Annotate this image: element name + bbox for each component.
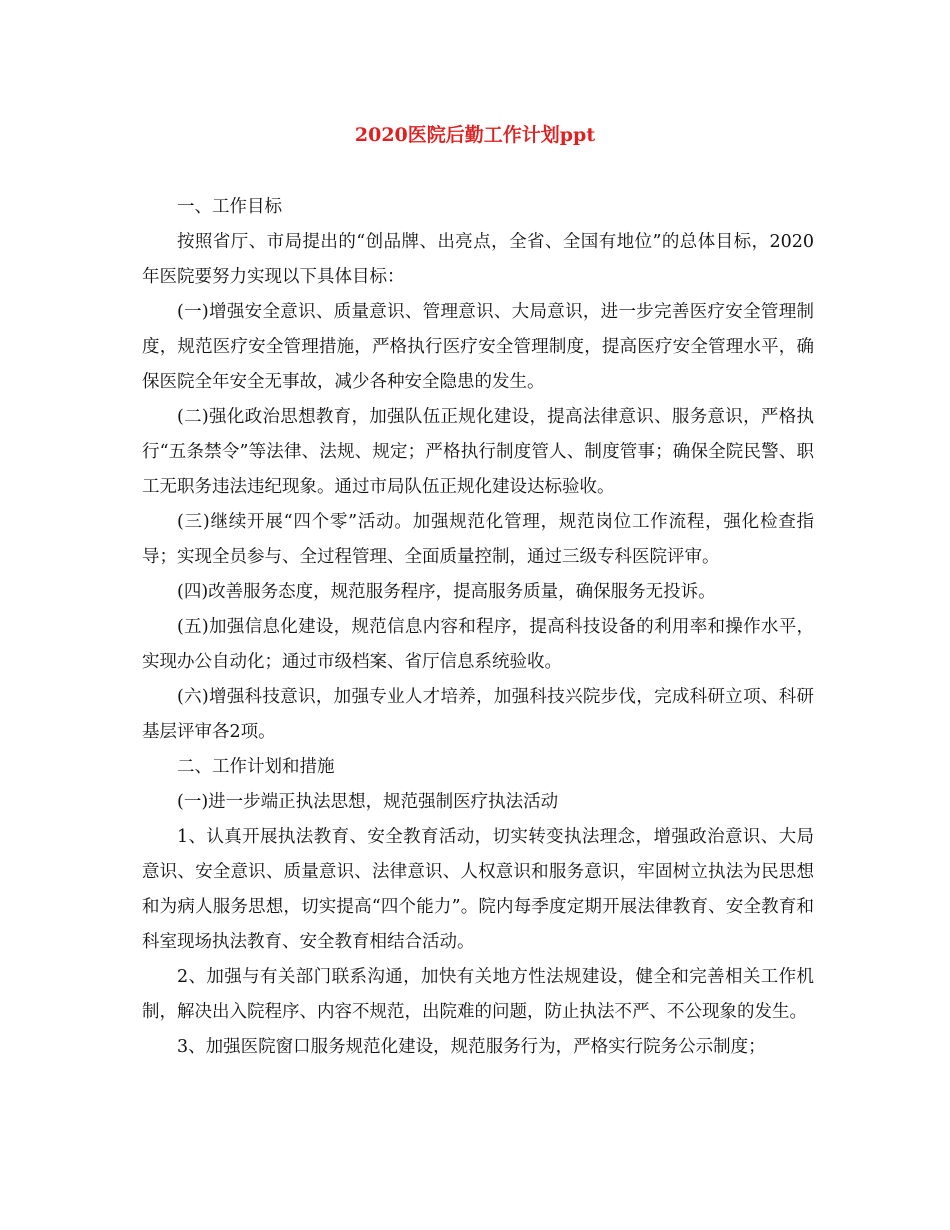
paragraph: (一)进一步端正执法思想，规范强制医疗执法活动 <box>177 792 559 812</box>
paragraph: (四)改善服务态度，规范服务程序，提高服务质量，确保服务无投诉。 <box>177 582 716 602</box>
section-heading-plans: 二、工作计划和措施 <box>177 757 335 777</box>
paragraph: (六)增强科技意识，加强专业人才培养，加强科技兴院步伐，完成科研立项、科研基层评审各2项。 <box>142 687 814 742</box>
paragraph: (五)加强信息化建设，规范信息内容和程序，提高科技设备的利用率和操作水平，实现办公自动化；通过市级档案、省厅信息系统验收。 <box>142 617 814 672</box>
paragraph: (一)增强安全意识、质量意识、管理意识、大局意识，进一步完善医疗安全管理制度，规范医疗安全管理措施，严格执行医疗安全管理制度，提高医疗安全管理水平，确保医院全年安全无事故，减少各种安全隐患的发生。 <box>142 302 814 392</box>
paragraph: 2、加强与有关部门联系沟通，加快有关地方性法规建设，健全和完善相关工作机制，解决出入院程序、内容不规范，出院难的问题，防止执法不严、不公现象的发生。 <box>142 967 814 1022</box>
paragraph: (二)强化政治思想教育，加强队伍正规化建设，提高法律意识、服务意识，严格执行“五条禁令”等法律、法规、规定；严格执行制度管人、制度管事；确保全院民警、职工无职务违法违纪现象。通过市局队伍正规化建设达标验收。 <box>142 407 814 497</box>
paragraph: (三)继续开展“四个零”活动。加强规范化管理，规范岗位工作流程，强化检查指导；实现全员参与、全过程管理、全面质量控制，通过三级专科医院评审。 <box>142 512 814 567</box>
document-body <box>142 190 814 1065</box>
paragraph: 1、认真开展执法教育、安全教育活动，切实转变执法理念，增强政治意识、大局意识、安全意识、质量意识、法律意识、人权意识和服务意识，牢固树立执法为民思想和为病人服务思想，切实提高“四个能力”。院内每季度定期开展法律教育、安全教育和科室现场执法教育、安全教育相结合活动。 <box>142 827 814 952</box>
paragraph: 按照省厅、市局提出的“创品牌、出亮点，全省、全国有地位”的总体目标，2020年医院要努力实现以下具体目标： <box>142 232 814 287</box>
document-title: 2020医院后勤工作计划ppt <box>354 124 596 146</box>
section-heading-goals: 一、工作目标 <box>177 197 282 217</box>
paragraph: 3、加强医院窗口服务规范化建设，规范服务行为，严格实行院务公示制度； <box>177 1037 766 1057</box>
